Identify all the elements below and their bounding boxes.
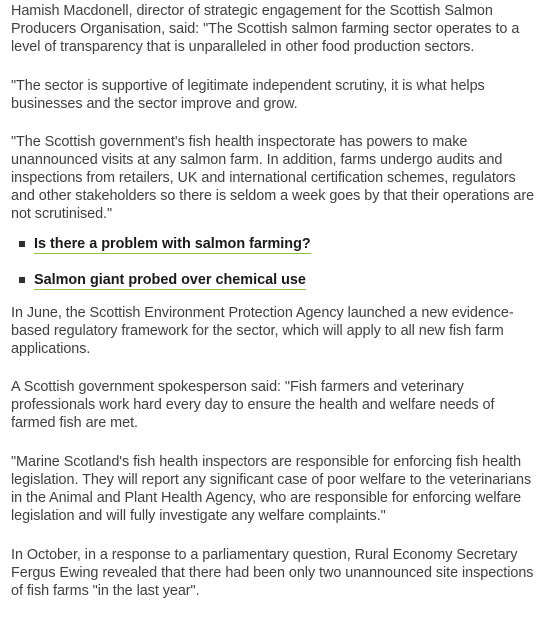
article-paragraph: "The sector is supportive of legitimate independent scrutiny, it is what helps businesses and the sector improve and grow. [11,78,485,112]
related-link-item [19,235,539,253]
article-paragraph: "The Scottish government's fish health inspectorate has powers to make unannounced visits at any salmon farm. In addition, farms undergo audits and inspections from retailers, UK and international certification schemes, regulators and other stakeholders so there is seldom a week goes by that their operations are not scrutinised." [11,134,535,222]
article-paragraph: In June, the Scottish Environment Protection Agency launched a new evidence-based regulatory framework for the sector, which will apply to all new fish farm applications. [11,305,514,357]
article-paragraph: "Marine Scotland's fish health inspectors are responsible for enforcing fish health legislation. They will report any significant case of poor welfare to the veterinarians in the Animal and Plant Health Agency, who are responsible for enforcing welfare legislation and will fully investigate any welfare complaints." [11,454,532,524]
article-paragraph: In October, in a response to a parliamentary question, Rural Economy Secretary Fergus Ewing revealed that there had been only two unannounced site inspections of fish farms "in the last year". [11,547,534,599]
article-paragraph: A Scottish government spokesperson said: "Fish farmers and veterinary professionals work hard every day to ensure the health and welfare needs of farmed fish are met. [11,379,495,431]
bullet-icon [19,277,25,283]
bullet-icon [19,241,25,247]
article-paragraph: Hamish Macdonell, director of strategic engagement for the Scottish Salmon Producers Organisation, said: "The Scottish salmon farming sector operates to a level of transparency that is unparalleled in other food production sectors. [11,3,520,55]
related-link-salmon-farming-problem[interactable]: Is there a problem with salmon farming? [34,236,311,252]
related-link-item [19,271,539,289]
related-links-list [11,235,539,289]
related-link-chemical-use-probe[interactable]: Salmon giant probed over chemical use [34,272,306,288]
